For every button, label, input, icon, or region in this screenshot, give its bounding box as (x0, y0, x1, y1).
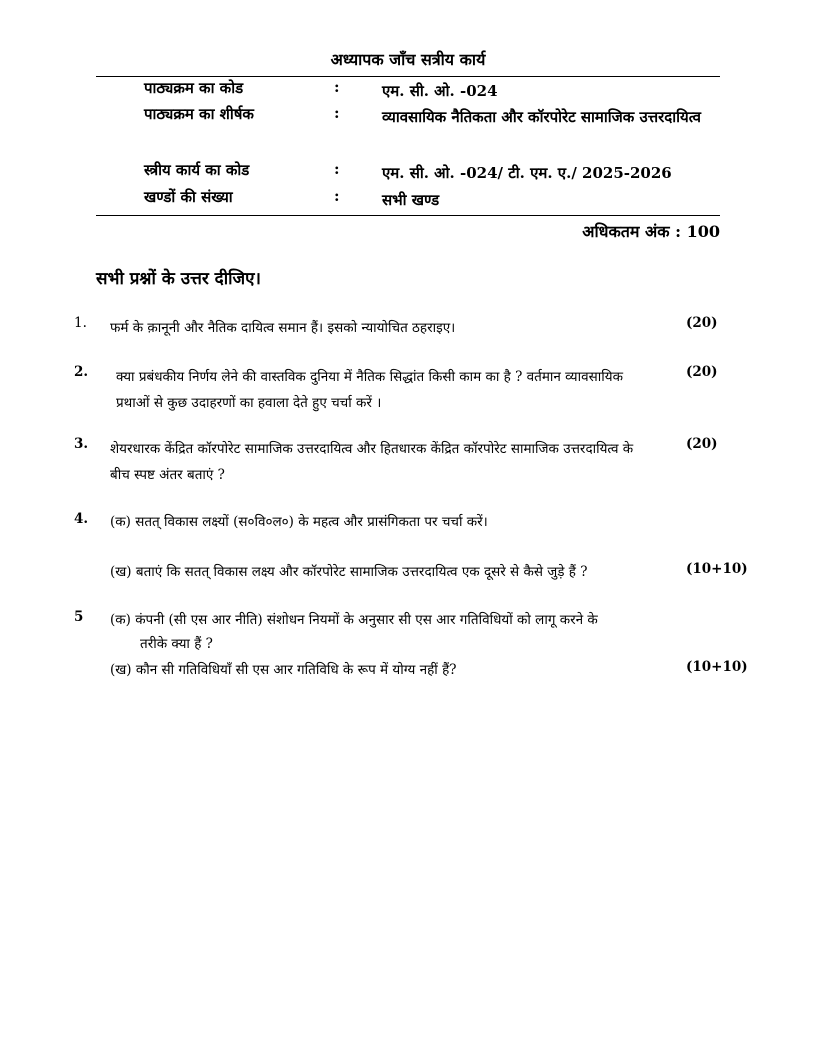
info-label: खण्डों की संख्या (144, 188, 233, 206)
info-label: पाठ्यक्रम का कोड (144, 79, 244, 97)
question-number: 4. (74, 511, 89, 527)
question-text: क्या प्रबंधकीय निर्णय लेने की वास्तविक दुनिया में नैतिक सिद्धांत किसी काम का है ? वर्तमान व्यावसायिक प्रथाओं से कुछ उदाहरणों का हवाला देते हुए चर्चा करें । (116, 369, 623, 411)
info-label: पाठ्यक्रम का शीर्षक (144, 105, 254, 123)
bottom-divider (96, 215, 720, 216)
question-marks: (10+10) (686, 659, 748, 675)
question-part-a: (क) सतत् विकास लक्ष्यों (स०वि०ल०) के महत्व और प्रासंगिकता पर चर्चा करें। (110, 514, 488, 530)
question-part-b: (ख) बताएं कि सतत् विकास लक्ष्य और कॉरपोरेट सामाजिक उत्तरदायित्व एक दूसरे से कैसे जुड़े हैं ? (110, 564, 588, 580)
page-title: अध्यापक जाँच सत्रीय कार्य (330, 50, 486, 69)
question-number: 3. (74, 436, 89, 452)
info-colon: : (334, 160, 340, 178)
info-colon: : (334, 104, 340, 122)
question-marks: (20) (686, 315, 718, 331)
info-colon: : (334, 78, 340, 96)
question-marks: (20) (686, 436, 718, 452)
question-number: 5 (74, 609, 84, 625)
top-divider (96, 76, 720, 77)
instruction-heading: सभी प्रश्नों के उत्तर दीजिए। (96, 269, 261, 289)
info-value: सभी खण्ड (382, 191, 440, 209)
question-marks: (20) (686, 364, 718, 380)
question-text: शेयरधारक केंद्रित कॉरपोरेट सामाजिक उत्तरदायित्व और हितधारक केंद्रित कॉरपोरेट सामाजिक उत्तरदायित्व के बीच स्पष्ट अंतर बताएं ? (110, 441, 634, 483)
question-marks: (10+10) (686, 561, 748, 577)
info-value: व्यावसायिक नैतिकता और कॉरपोरेट सामाजिक उत्तरदायित्व (382, 108, 702, 126)
question-part-a-continued: तरीके क्या हैं ? (140, 636, 213, 652)
info-label: स्त्रीय कार्य का कोड (144, 161, 250, 179)
question-number: 2. (74, 364, 89, 380)
info-value: एम. सी. ओ. -024/ टी. एम. ए./ 2025-2026 (382, 164, 672, 182)
info-value: एम. सी. ओ. -024 (382, 82, 498, 100)
question-part-a: (क) कंपनी (सी एस आर नीति) संशोधन नियमों के अनुसार सी एस आर गतिविधियों को लागू करने के (110, 612, 598, 628)
maximum-marks: अधिकतम अंक : 100 (582, 222, 720, 241)
question-text: फर्म के क़ानूनी और नैतिक दायित्व समान हैं। इसको न्यायोचित ठहराइए। (110, 320, 456, 336)
question-number: 1. (74, 315, 87, 331)
info-colon: : (334, 187, 340, 205)
question-part-b: (ख) कौन सी गतिविधियाँ सी एस आर गतिविधि के रूप में योग्य नहीं हैं? (110, 662, 457, 678)
